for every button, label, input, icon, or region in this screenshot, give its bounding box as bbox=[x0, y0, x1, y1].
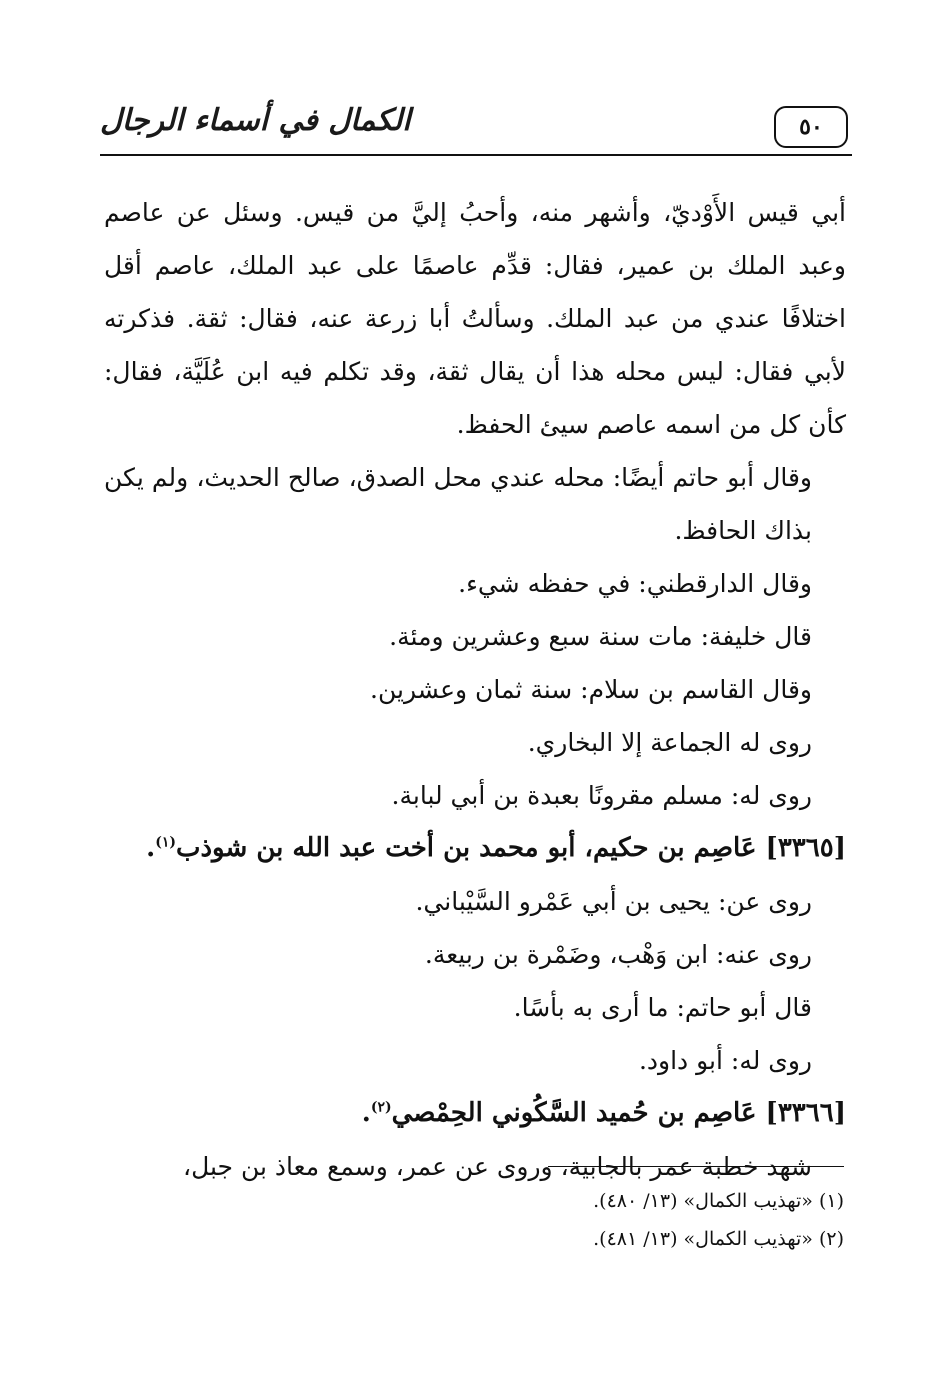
entry-heading bbox=[104, 822, 846, 875]
entry-heading-end: . bbox=[146, 833, 156, 863]
paragraph: قال أبو حاتم: ما أرى به بأسًا. bbox=[513, 993, 812, 1022]
entry-heading bbox=[104, 1087, 846, 1140]
entry-heading-end: . bbox=[361, 1098, 371, 1128]
paragraph: روى له: أبو داود. bbox=[638, 1046, 812, 1075]
paragraph: روى عن: يحيى بن أبي عَمْرو السَّيْباني. bbox=[415, 887, 812, 916]
footnote: (٢) «تهذيب الكمال» (١٣/ ٤٨١). bbox=[593, 1228, 844, 1250]
paragraph: شهد خطبة عمر بالجابية، وروى عن عمر، وسمع معاذ بن جبل، bbox=[183, 1152, 812, 1181]
paragraph: روى له: مسلم مقرونًا بعبدة بن أبي لبابة. bbox=[391, 781, 812, 810]
entry-heading-text: [٣٣٦٦] عَاصِم بن حُميد السَّكُوني الحِمْصي bbox=[391, 1098, 846, 1128]
paragraph: قال خليفة: مات سنة سبع وعشرين ومئة. bbox=[389, 622, 812, 651]
header-rule bbox=[100, 154, 852, 156]
paragraph: روى له الجماعة إلا البخاري. bbox=[527, 728, 812, 757]
page-number: ٥٠ bbox=[774, 106, 848, 148]
footnote-marker: (٢) bbox=[370, 1099, 392, 1116]
footnotes bbox=[102, 1182, 844, 1258]
paragraph: وقال أبو حاتم أيضًا: محله عندي محل الصدق، صالح الحديث، ولم يكن بذاك الحافظ. bbox=[104, 463, 812, 545]
paragraph: أبي قيس الأَوْديّ، وأشهر منه، وأحبُ إليَّ من قيس. وسئل عن عاصم وعبد الملك بن عمير، فقال: قدِّم عاصمًا على عبد الملك، عاصم أقل اختلافًا عندي من عبد الملك. وسألتُ أبا زرعة عنه، فقال: ثقة. فذكرته لأبي فقال: ليس محله هذا أن يقال ثقة، وقد تكلم فيه ابن عُلَيَّة، فقال: كأن كل من اسمه عاصم سيئ الحفظ. bbox=[104, 198, 846, 439]
entry-heading-text: [٣٣٦٥] عَاصِم بن حكيم، أبو محمد بن أخت عبد الله بن شوذب bbox=[176, 833, 846, 863]
page-header bbox=[100, 96, 852, 160]
footnote-separator bbox=[548, 1166, 844, 1167]
paragraph: وقال القاسم بن سلام: سنة ثمان وعشرين. bbox=[370, 675, 812, 704]
main-text bbox=[104, 186, 846, 1193]
paragraph: روى عنه: ابن وَهْب، وضَمْرة بن ربيعة. bbox=[424, 940, 812, 969]
footnote: (١) «تهذيب الكمال» (١٣/ ٤٨٠). bbox=[593, 1190, 844, 1212]
running-title: الكمال في أسماء الرجال bbox=[100, 103, 411, 138]
footnote-marker: (١) bbox=[155, 834, 176, 851]
paragraph: وقال الدارقطني: في حفظه شيء. bbox=[458, 569, 812, 598]
